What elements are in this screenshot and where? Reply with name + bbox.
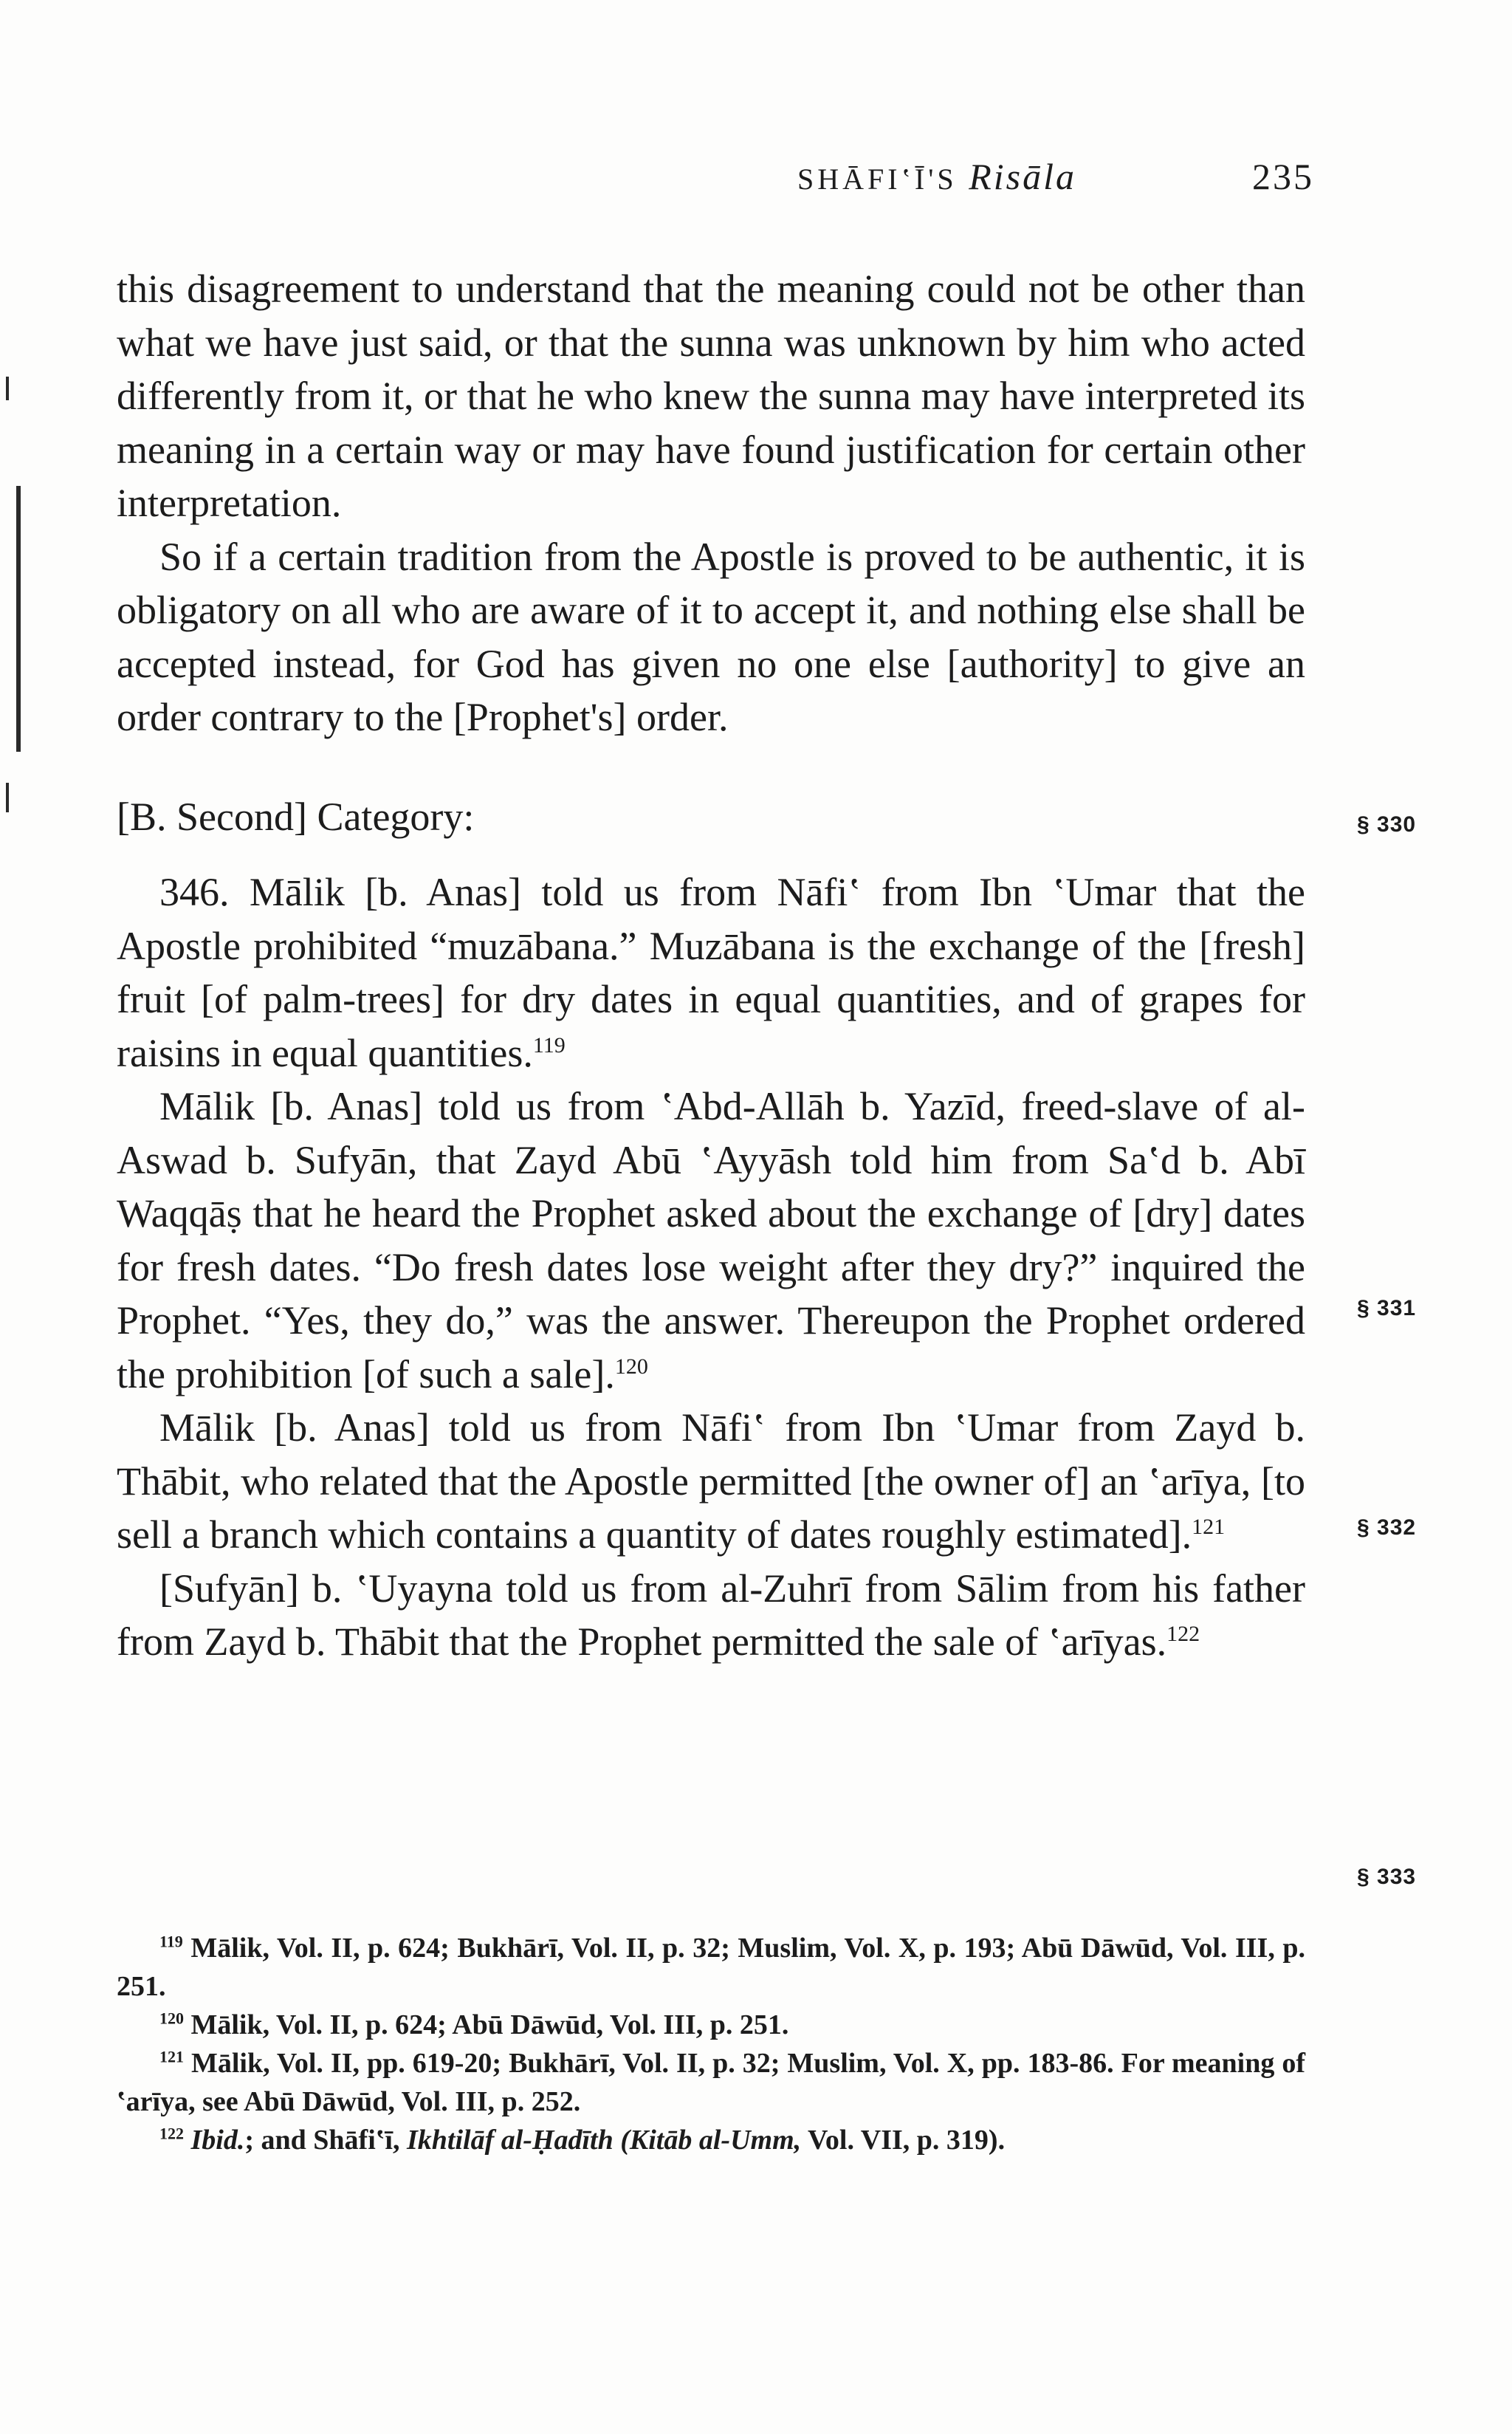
footnote-text: Mālik, Vol. II, pp. 619-20; Bukhārī, Vol. II, p. 32; Muslim, Vol. X, pp. 183-86. For meaning of ʽarīya, see Abū Dāwūd, Vol. III, p. 252. [117,2048,1306,2117]
footnote-ref: 119 [532,1032,566,1057]
paragraph [117,1401,1305,1562]
margin-bar-mark [16,486,21,752]
running-head-title [797,155,1076,198]
paragraph-text: Mālik [b. Anas] told us from ʽAbd-Allāh b. Yazīd, freed-slave of al-Aswad b. Sufyān, that Zayd Abū ʽAyyāsh told him from Saʽd b. Abī Waqqāṣ that he heard the Prophet asked about the exchange of [dry] dates for fresh dates. “Do fresh dates lose weight after they dry?” inquired the Prophet. “Yes, they do,” was the answer. Thereupon the Prophet ordered the prohibition [of such a sale]. [117,1084,1305,1396]
paragraph-text: 346. Mālik [b. Anas] told us from Nāfiʽ from Ibn ʽUmar that the Apostle prohibited “muzābana.” Muzābana is the exchange of the [fresh] fruit [of palm-trees] for dry dates in equal quantities, and of grapes for raisins in equal quantities. [117,870,1305,1075]
section-marker: § 332 [1357,1515,1417,1540]
footnote-number: 121 [159,2047,184,2066]
running-head-work: Risāla [969,156,1076,197]
paragraph: this disagreement to understand that the meaning could not be other than what we have just said, or that the sunna was unknown by him who acted differently from it, or that he who knew the sunna may have interpreted its meaning in a certain way or may have found justification for certain other interpretation. [117,267,1305,525]
section-heading: [B. Second] Category: [117,794,475,839]
footnote-ref: 122 [1166,1622,1200,1646]
section-marker: § 333 [1357,1865,1417,1889]
footnote [117,2121,1305,2159]
section-marker: § 331 [1357,1296,1417,1320]
paragraph-text: Mālik [b. Anas] told us from Nāfiʽ from Ibn ʽUmar from Zayd b. Thābit, who related that the Apostle permitted [the owner of] an ʽarīya, [to sell a branch which contains a quantity of dates roughly estimated]. [117,1405,1305,1557]
running-head-author: SHĀFIʽĪ'S [797,162,958,196]
paragraph: So if a certain tradition from the Apostle is proved to be authentic, it is obligatory on all who are aware of it to accept it, and nothing else shall be accepted instead, for God has given no one else [authority] to give an order contrary to the [Prophet's] order. [117,534,1305,739]
footnote-italic: Ikhtilāf al-Ḥadīth (Kitāb al-Umm, [406,2125,802,2156]
paragraph-346 [117,865,1305,1080]
footnotes [117,1929,1305,2159]
footnote-number: 122 [159,2124,184,2143]
main-text [117,262,1305,1669]
footnote-text: ; and Shāfiʽī, [244,2125,407,2156]
footnote [117,2006,1305,2044]
footnote-italic: Ibid. [190,2125,245,2156]
paragraph-text: [Sufyān] b. ʽUyayna told us from al-Zuhrī from Sālim from his father from Zayd b. Thābit that the Prophet permitted the sale of ʽarīyas. [117,1566,1305,1664]
margin-bar-mark [6,377,9,400]
footnote-text: Vol. VII, p. 319). [801,2125,1006,2156]
footnote-number: 119 [159,1932,183,1951]
footnote [117,1929,1305,2006]
paragraph [117,1562,1305,1669]
footnote-text: Mālik, Vol. II, p. 624; Abū Dāwūd, Vol. III, p. 251. [190,2009,789,2040]
page-number: 235 [1252,156,1314,197]
footnote [117,2044,1305,2121]
footnote-ref: 121 [1192,1515,1226,1539]
footnote-ref: 120 [614,1354,648,1379]
footnote-text: Mālik, Vol. II, p. 624; Bukhārī, Vol. II, p. 32; Muslim, Vol. X, p. 193; Abū Dāwūd, Vol. III, p. 251. [117,1933,1305,2002]
running-head [797,155,1314,207]
margin-bar-mark [6,783,9,812]
footnote-number: 120 [159,2009,184,2028]
paragraph [117,1080,1305,1401]
section-marker: § 330 [1357,812,1417,837]
